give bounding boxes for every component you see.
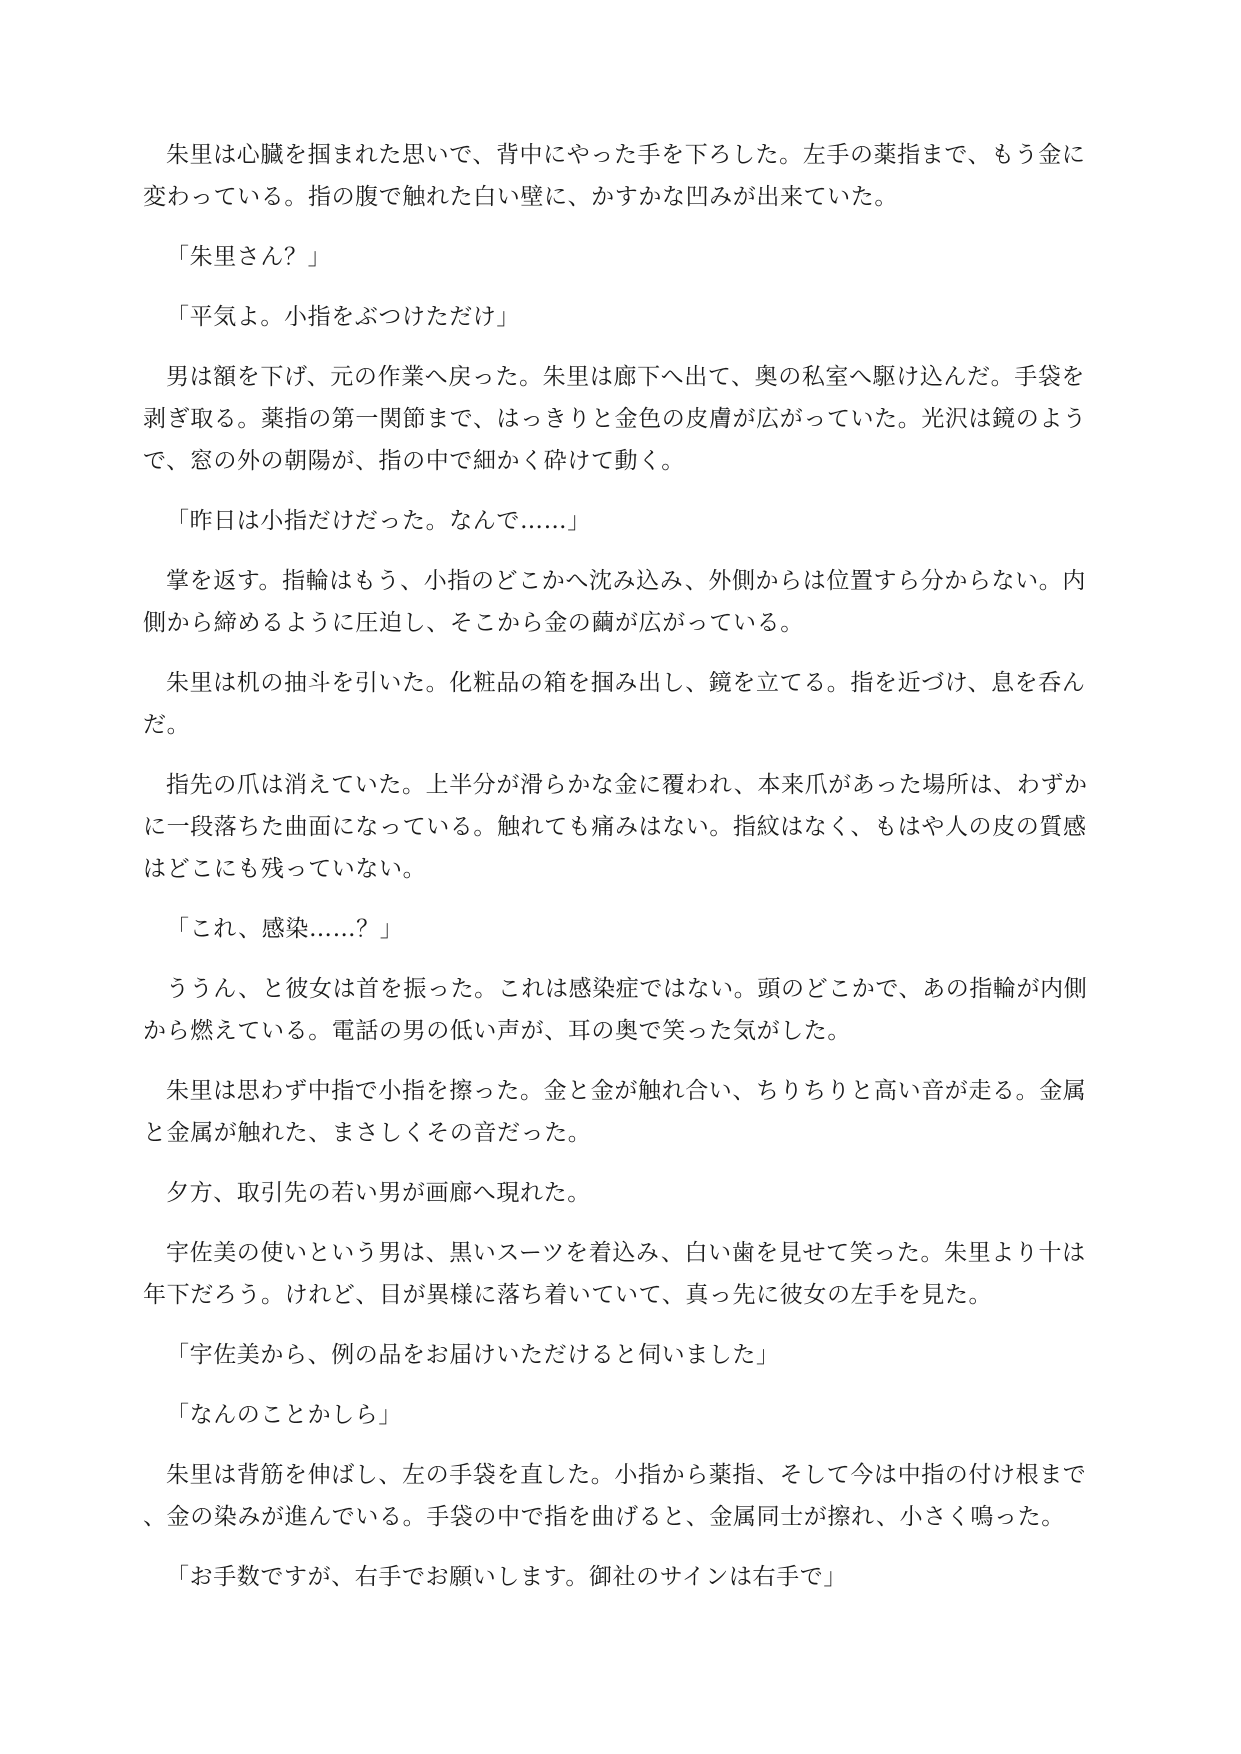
paragraph (143, 1334, 1103, 1376)
paragraph (143, 356, 1103, 482)
text-line: 宇佐美の使いという男は、黒いスーツを着込み、白い歯を見せて笑った。朱里より十は年 (143, 1240, 1086, 1308)
text-line: 「なんのことかしら」 (166, 1402, 402, 1428)
text-line: 金属が触れた、まさしくその音だった。 (166, 1120, 592, 1146)
text-line: 朱里は思わず中指で小指を擦った。金と金が触れ合い、ちりちりと高い音が走る。金属と (143, 1078, 1087, 1146)
text-line: 一段落ちた曲面になっている。触れても痛みはない。指紋はなく、もはや人の皮の質感はど (143, 814, 1087, 882)
paragraph (143, 1394, 1103, 1436)
text-line: 「お手数ですが、右手でお願いします。御社のサインは右手で」 (166, 1564, 847, 1590)
text-line: 朱里は背筋を伸ばし、左の手袋を直した。小指から薬指、そして今は中指の付け根まで、 (143, 1462, 1087, 1530)
text-line: わっている。指の腹で触れた白い壁に、かすかな凹みが出来ていた。 (166, 184, 898, 210)
text-line: 窓の外の朝陽が、指の中で細かく砕けて動く。 (189, 448, 685, 474)
paragraph (143, 1172, 1103, 1214)
text-line: 「これ、感染……？」 (166, 916, 404, 942)
text-line: ううん、と彼女は首を振った。これは感染症ではない。頭のどこかで、あの指輪が内側か (143, 976, 1088, 1044)
text-line: 「宇佐美から、例の品をお届けいただけると伺いました」 (166, 1342, 780, 1368)
paragraph (143, 134, 1103, 218)
paragraph (143, 1232, 1103, 1316)
text-line: 男は額を下げ、元の作業へ戻った。朱里は廊下へ出て、奥の私室へ駆け込んだ。手袋を剥 (143, 364, 1086, 432)
paragraph (143, 1454, 1103, 1538)
document-body (143, 134, 1103, 1616)
text-line: 金の染みが進んでいる。手袋の中で指を曲げると、金属同士が擦れ、小さく鳴った。 (166, 1504, 1065, 1530)
text-line: 夕方、取引先の若い男が画廊へ現れた。 (166, 1180, 591, 1206)
text-line: 朱里は心臓を掴まれた思いで、背中にやった手を下ろした。左手の薬指まで、もう金に変 (143, 142, 1086, 210)
paragraph (143, 236, 1103, 278)
text-line: 指先の爪は消えていた。上半分が滑らかな金に覆われ、本来爪があった場所は、わずかに (143, 772, 1088, 840)
text-line: 「平気よ。小指をぶつけただけ」 (166, 304, 520, 330)
text-line: 下だろう。けれど、目が異様に落ち着いていて、真っ先に彼女の左手を見た。 (166, 1282, 993, 1308)
text-line: から締めるように圧迫し、そこから金の繭が広がっている。 (166, 610, 804, 636)
paragraph (143, 908, 1103, 950)
text-line: こにも残っていない。 (190, 856, 427, 882)
paragraph (143, 1556, 1103, 1598)
paragraph (143, 296, 1103, 338)
text-line: 「昨日は小指だけだった。なんで……」 (166, 508, 591, 534)
paragraph (143, 968, 1103, 1052)
paragraph (143, 560, 1103, 644)
text-line: 掌を返す。指輪はもう、小指のどこかへ沈み込み、外側からは位置すら分からない。内側 (143, 568, 1086, 636)
text-line: 朱里は机の抽斗を引いた。化粧品の箱を掴み出し、鏡を立てる。指を近づけ、息を呑んだ。 (143, 670, 1086, 738)
text-line: ぎ取る。薬指の第一関節まで、はっきりと金色の皮膚が広がっていた。光沢は鏡のようで、 (143, 406, 1087, 474)
paragraph (143, 500, 1103, 542)
paragraph (143, 662, 1103, 746)
text-line: ら燃えている。電話の男の低い声が、耳の奥で笑った気がした。 (166, 1018, 852, 1044)
paragraph (143, 764, 1103, 890)
paragraph (143, 1070, 1103, 1154)
text-line: 「朱里さん？」 (166, 244, 332, 270)
